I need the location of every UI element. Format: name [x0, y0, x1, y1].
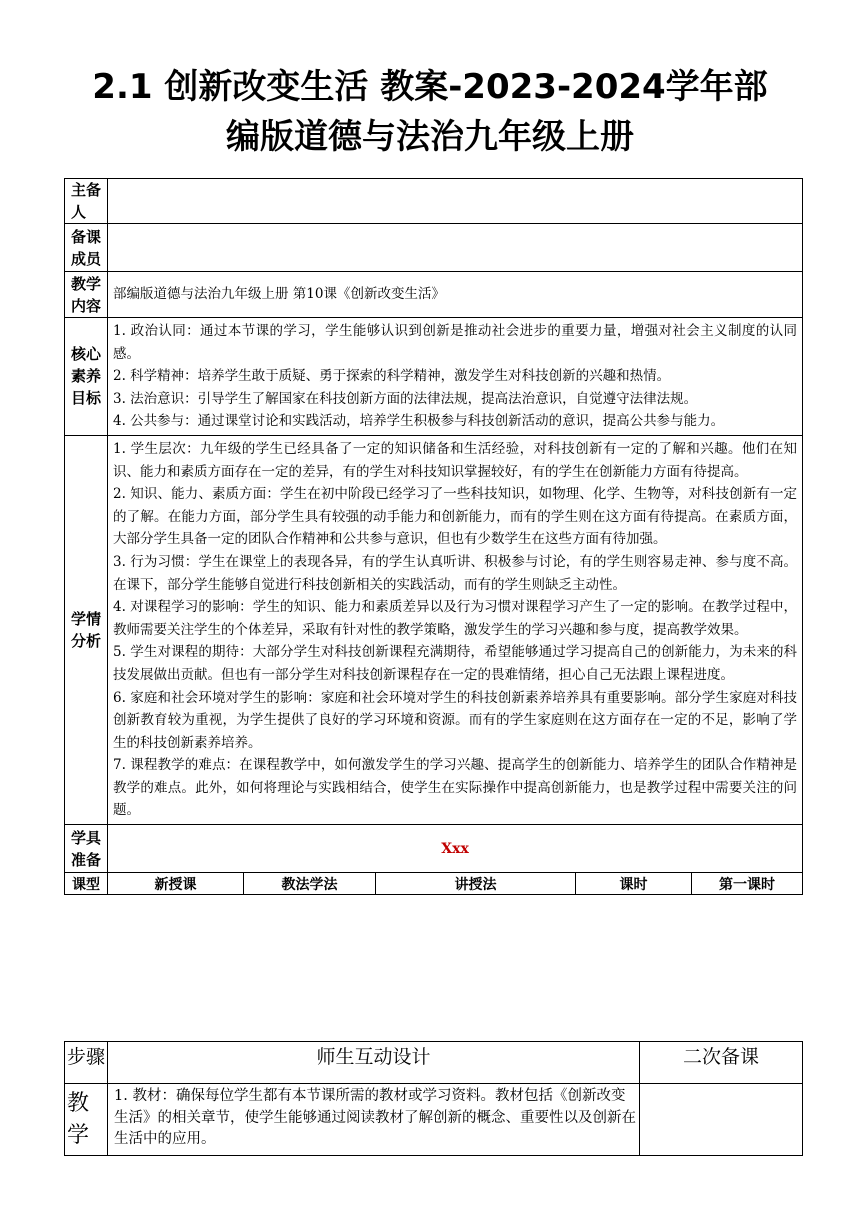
literacy-item: 4. 公共参与：通过课堂讨论和实践活动，培养学生积极参与科技创新活动的意识，提高公共参与能力。	[113, 413, 725, 430]
steps-table	[64, 1041, 803, 1156]
type-label: 课型	[65, 873, 108, 895]
literacy-item: 3. 法治意识：引导学生了解国家在科技创新方面的法律法规，提高法治意识，自觉遵守法律法规。	[113, 390, 698, 407]
members-value	[108, 224, 803, 272]
literacy-label: 核心素养目标	[65, 318, 108, 436]
period-label: 课时	[576, 873, 692, 895]
title-line-2: 编版道德与法治九年级上册	[226, 117, 634, 157]
document-title	[60, 62, 800, 162]
main-preparer-value	[108, 179, 803, 224]
analysis-label: 学情分析	[65, 435, 108, 824]
content-value: 部编版道德与法治九年级上册 第10课《创新改变生活》	[108, 272, 803, 318]
type-value: 新授课	[108, 873, 244, 895]
literacy-content	[108, 318, 803, 436]
steps-row-content: 1. 教材：确保每位学生都有本节课所需的教材或学习资料。教材包括《创新改变生活》的相关章节，使学生能够通过阅读教材了解创新的概念、重要性以及创新在生活中的应用。	[108, 1084, 640, 1156]
analysis-item: 2. 知识、能力、素质方面：学生在初中阶段已经学习了一些科技知识，如物理、化学、生物等，对科技创新有一定的了解。在能力方面，部分学生具有较强的动手能力和创新能力，而有的学生则在这方面有待提高。在素质方面，大部分学生具备一定的团队合作精神和公共参与意识，但也有少数学生在这些方面有待加强。	[113, 486, 798, 548]
analysis-item: 4. 对课程学习的影响：学生的知识、能力和素质差异以及行为习惯对课程学习产生了一定的影响。在教学过程中，教师需要关注学生的个体差异，采取有针对性的教学策略，激发学生的学习兴趣和参与度，提高教学效果。	[113, 599, 798, 638]
steps-header-design: 师生互动设计	[108, 1042, 640, 1084]
method-value: 讲授法	[376, 873, 576, 895]
steps-row-notes	[640, 1084, 803, 1156]
main-preparer-label: 主备人	[65, 179, 108, 224]
steps-header-notes: 二次备课	[640, 1042, 803, 1084]
literacy-item: 1. 政治认同：通过本节课的学习，学生能够认识到创新是推动社会进步的重要力量，增强对社会主义制度的认同感。	[113, 323, 798, 362]
analysis-item: 5. 学生对课程的期待：大部分学生对科技创新课程充满期待，希望能够通过学习提高自己的创新能力，为未来的科技发展做出贡献。但也有一部分学生对科技创新课程存在一定的畏难情绪，担心自己无法跟上课程进度。	[113, 644, 798, 683]
analysis-item: 7. 课程教学的难点：在课程教学中，如何激发学生的学习兴趣、提高学生的创新能力、培养学生的团队合作精神是教学的难点。此外，如何将理论与实践相结合，使学生在实际操作中提高创新能力，也是教学过程中需要关注的问题。	[113, 757, 798, 819]
lesson-plan-table	[64, 178, 803, 895]
analysis-content	[108, 435, 803, 824]
steps-row-label: 教学	[65, 1084, 108, 1156]
tools-label: 学具准备	[65, 825, 108, 873]
period-value: 第一课时	[692, 873, 803, 895]
analysis-item: 3. 行为习惯：学生在课堂上的表现各异，有的学生认真听讲、积极参与讨论，有的学生则容易走神、参与度不高。在课下，部分学生能够自觉进行科技创新相关的实践活动，而有的学生则缺乏主动性。	[113, 553, 798, 593]
literacy-item: 2. 科学精神：培养学生敢于质疑、勇于探索的科学精神，激发学生对科技创新的兴趣和热情。	[113, 368, 671, 385]
title-line-1: 2.1 创新改变生活 教案-2023-2024学年部	[92, 67, 768, 107]
tools-value: Xxx	[108, 825, 803, 873]
content-label: 教学内容	[65, 272, 108, 318]
analysis-item: 6. 家庭和社会环境对学生的影响：家庭和社会环境对学生的科技创新素养培养具有重要影响。部分学生家庭对科技创新教育较为重视，为学生提供了良好的学习环境和资源。而有的学生家庭则在这方面存在一定的不足，影响了学生的科技创新素养培养。	[113, 689, 798, 751]
members-label: 备课成员	[65, 224, 108, 272]
method-label: 教法学法	[244, 873, 376, 895]
steps-header-step: 步骤	[65, 1042, 108, 1084]
analysis-item: 1. 学生层次：九年级的学生已经具备了一定的知识储备和生活经验，对科技创新有一定的了解和兴趣。他们在知识、能力和素质方面存在一定的差异，有的学生对科技知识掌握较好，有的学生在创新能力方面有待提高。	[113, 440, 798, 480]
